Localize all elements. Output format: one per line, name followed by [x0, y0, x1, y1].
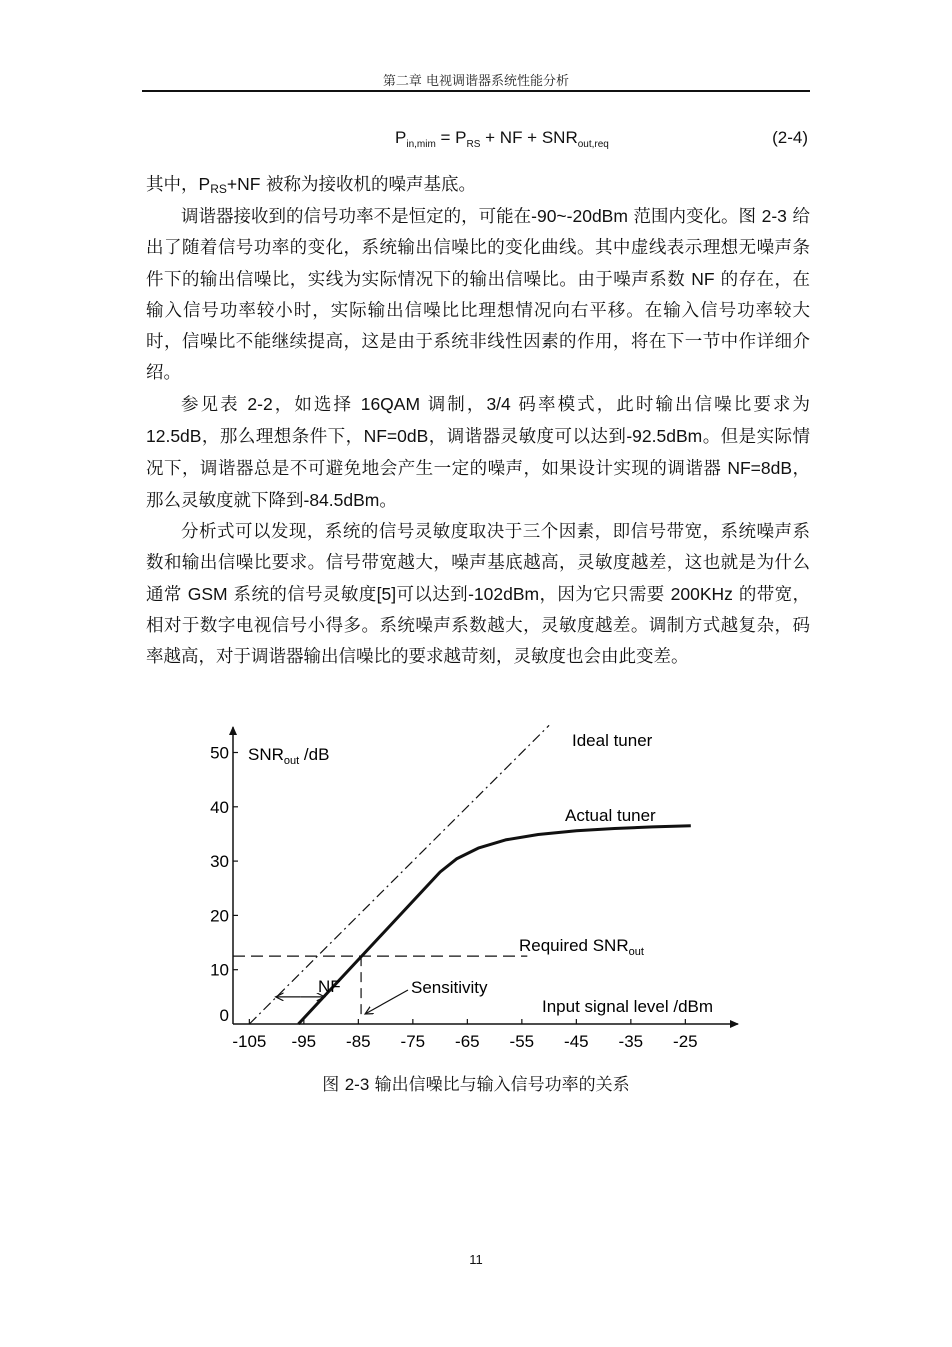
body-text [146, 169, 810, 673]
y-axis-label: $SNR_{out}$ /dB [248, 745, 330, 767]
text-run: 其中， [146, 175, 199, 195]
text-run: 2-2 [247, 394, 273, 414]
text-run: 可以达到 [396, 585, 469, 605]
y-tick-label: 40 [210, 797, 229, 817]
y-tick-label: 10 [210, 960, 229, 980]
caption-number: 2-3 [344, 1075, 370, 1094]
x-tick-label: -35 [618, 1032, 644, 1051]
eq-lhs: P [395, 128, 407, 147]
snr-chart [0, 715, 952, 1055]
x-tick-label: -25 [673, 1032, 698, 1051]
eq-lhs-sub: in,mim [406, 139, 436, 150]
text-run: 的存在，在输入信号功率较小时，实际输出信噪比比理想情况向右平移。在输入信号功率较大时，信噪比不能继续提高，这是由于系统非线性因素的作用，将在下一节中作详细介绍。 [146, 270, 811, 383]
text-run: 参见表 [181, 395, 248, 415]
text-run: 3/4 [486, 394, 511, 414]
equation-expression [395, 128, 609, 150]
required-snr-label: Required $SNR_{out}$ [519, 936, 644, 958]
text-run: +NF [226, 174, 261, 194]
legend-ideal-tuner: Ideal tuner [572, 731, 653, 750]
text-run: -102dBm [468, 584, 540, 604]
text-run: -92.5dBm [626, 426, 703, 446]
caption-text: 输出信噪比与输入信号功率的关系 [369, 1075, 630, 1095]
text-run-sub: RS [210, 182, 227, 196]
y-tick-label: 30 [210, 852, 229, 872]
text-run: 的带宽，相对于数字电视信号小得多。系统噪声系数越大，灵敏度越差。调制方式越复杂，码率越高，对于调谐器输出信噪比的要求越苛刻，灵敏度也会由此变差。 [146, 585, 811, 667]
text-run: 12.5dB [146, 426, 202, 446]
paragraph-2 [146, 201, 810, 389]
text-run: 被称为接收机的噪声基底。 [260, 175, 476, 195]
equation-number: (2-4) [772, 128, 808, 147]
x-tick-label: -95 [291, 1032, 317, 1051]
equation-2-4 [0, 125, 952, 155]
text-run: -90~-20dBm [531, 206, 628, 226]
sensitivity-arrow [365, 990, 408, 1014]
text-run: P [198, 174, 211, 194]
text-run: 码率模式，此时输出信噪比要求为 [510, 395, 810, 415]
text-run: -84.5dBm [303, 490, 380, 510]
text-run: ，调谐器灵敏度可以达到 [428, 427, 627, 447]
running-header: 第二章 电视调谐器系统性能分析 [382, 74, 570, 89]
text-run: 。但是实际情况下，调谐器总是不可避免地会产生一定的噪声，如果设计实现的调谐器 [146, 427, 811, 479]
text-run: 系统的信号灵敏度 [227, 585, 377, 605]
ideal-tuner-line [249, 725, 549, 1024]
text-run: [5] [376, 584, 397, 604]
paragraph-1 [146, 169, 810, 201]
paragraph-4 [146, 517, 810, 673]
caption-prefix: 图 [322, 1075, 345, 1095]
x-tick-label: -65 [455, 1032, 480, 1051]
eq-equals: = P [435, 128, 467, 147]
text-run: 范围内变化。图 [627, 207, 762, 227]
figure-2-3 [0, 715, 952, 1055]
x-tick-label: -105 [232, 1032, 267, 1051]
text-run: GSM [187, 584, 228, 604]
text-run: ，那么灵敏度就下降到 [146, 459, 811, 511]
paragraph-3 [146, 389, 810, 517]
text-run: ，如选择 [272, 395, 361, 415]
y-tick-label: 50 [210, 743, 229, 763]
eq-snr-sub: out,req [577, 139, 609, 150]
figure-caption [0, 1070, 952, 1095]
text-run: 调制， [420, 395, 487, 415]
y-tick-label: 20 [210, 906, 229, 926]
x-tick-label: -55 [509, 1032, 535, 1051]
text-run: NF=0dB [363, 426, 429, 446]
eq-nf-snr: + NF + SNR [480, 128, 578, 147]
eq-rs-sub: RS [466, 139, 481, 150]
sensitivity-annotation-label: Sensitivity [411, 978, 488, 997]
text-run: 调谐器接收到的信号功率不是恒定的，可能在 [181, 207, 532, 227]
x-tick-label: -75 [400, 1032, 426, 1051]
text-run: ，那么理想条件下， [201, 427, 364, 447]
text-run: NF=8dB [727, 458, 793, 478]
text-run: 。 [379, 491, 397, 511]
text-run: NF [691, 269, 715, 289]
text-run: ，因为它只需要 [539, 585, 671, 605]
text-run: 200KHz [670, 584, 733, 604]
text-run: 16QAM [360, 394, 421, 414]
nf-annotation-label: NF [318, 977, 341, 996]
page-number: 11 [469, 1252, 483, 1267]
header-rule [142, 90, 810, 92]
text-run: 2-3 [761, 206, 787, 226]
x-tick-label: -45 [564, 1032, 589, 1051]
actual-tuner-curve [298, 826, 690, 1024]
legend-actual-tuner: Actual tuner [565, 806, 656, 825]
text-run: 给出了随着信号功率的变化，系统输出信噪比的变化曲线。其中虚线表示理想无噪声条件下的输出信噪比，实线为实际情况下的输出信噪比。由于噪声系数 [146, 207, 810, 290]
y-tick-label: 0 [219, 1006, 229, 1025]
x-tick-label: -85 [346, 1032, 371, 1051]
text-run: 分析式可以发现，系统的信号灵敏度取决于三个因素，即信号带宽，系统噪声系数和输出信噪比要求。信号带宽越大，噪声基底越高，灵敏度越差，这也就是为什么通常 [146, 522, 810, 605]
x-axis-label: Input signal level /dBm [542, 997, 714, 1016]
